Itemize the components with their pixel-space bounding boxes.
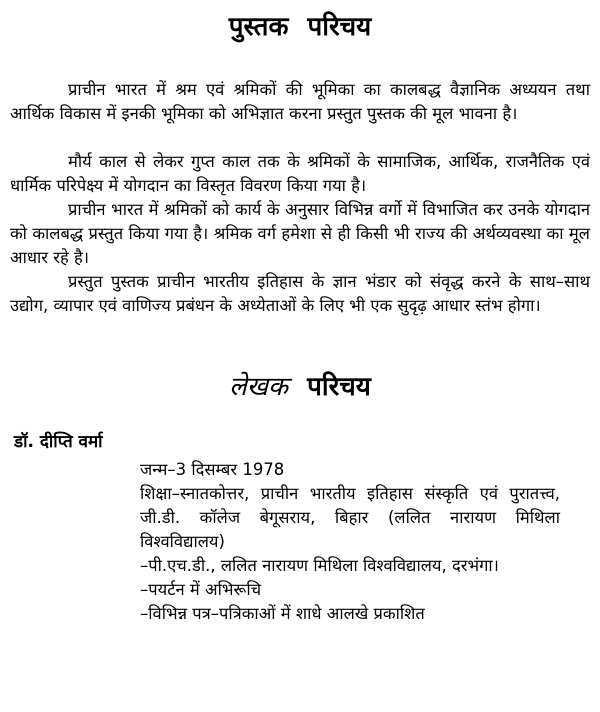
author-heading-word-1: लेखक bbox=[229, 372, 289, 402]
paragraph-text: प्रस्तुत पुस्तक प्राचीन भारतीय इतिहास के ज्ञान भंडार को संवृद्ध करने के साथ–साथ उद्योग, व्यापार एवं वाणिज्य प्रबंधन के अध्येताओं के लिए भी एक सुदृढ़ आधार स्तंभ होगा। bbox=[10, 272, 590, 315]
author-name: डॉ. दीप्ति वर्मा bbox=[14, 432, 103, 452]
author-details bbox=[140, 458, 560, 626]
book-intro-heading: पुस्तक परिचय bbox=[228, 12, 372, 42]
book-intro-paragraph-1 bbox=[10, 78, 590, 126]
book-intro-paragraph-4 bbox=[10, 270, 590, 318]
paragraph-text: मौर्य काल से लेकर गुप्त काल तक के श्रमिकों के सामाजिक, आर्थिक, राजनैतिक एवं धार्मिक परिपेक्ष्य में योगदान का विस्तृत विवरण किया गया है। bbox=[10, 152, 590, 195]
author-publications: –विभिन्न पत्र–पत्रिकाओं में शाधे आलखे प्रकाशित bbox=[140, 604, 425, 623]
book-intro-paragraph-2 bbox=[10, 150, 590, 198]
paragraph-text: प्राचीन भारत में श्रम एवं श्रमिकों की भूमिका का कालबद्ध वैज्ञानिक अध्ययन तथा आर्थिक विकास में इनकी भूमिका को अभिज्ञात करना प्रस्तुत पुस्तक की मूल भावना है। bbox=[10, 80, 590, 123]
book-intro-paragraph-3 bbox=[10, 198, 590, 270]
author-phd: –पी.एच.डी., ललित नारायण मिथिला विश्वविद्यालय, दरभंगा। bbox=[140, 556, 499, 575]
author-heading-word-2: परिचय bbox=[307, 372, 371, 402]
author-interest: –पयर्टन में अभिरूचि bbox=[140, 580, 262, 599]
author-education: शिक्षा–स्नातकोत्तर, प्राचीन भारतीय इतिहास संस्कृति एवं पुरातत्त्व, जी.डी. कॉलेज बेगूसराय, बिहार (ललित नारायण मिथिला विश्वविद्यालय) bbox=[140, 484, 560, 551]
author-intro-heading bbox=[0, 370, 600, 404]
paragraph-text: प्राचीन भारत में श्रमिकों को कार्य के अनुसार विभिन्न वर्गो में विभाजित कर उनके योगदान को कालबद्ध प्रस्तुत किया गया है। श्रमिक वर्ग हमेशा से ही किसी भी राज्य की अर्थव्यवस्था का मूल आधार रहे है। bbox=[10, 200, 590, 267]
author-birth: जन्म–3 दिसम्बर 1978 bbox=[140, 460, 285, 479]
